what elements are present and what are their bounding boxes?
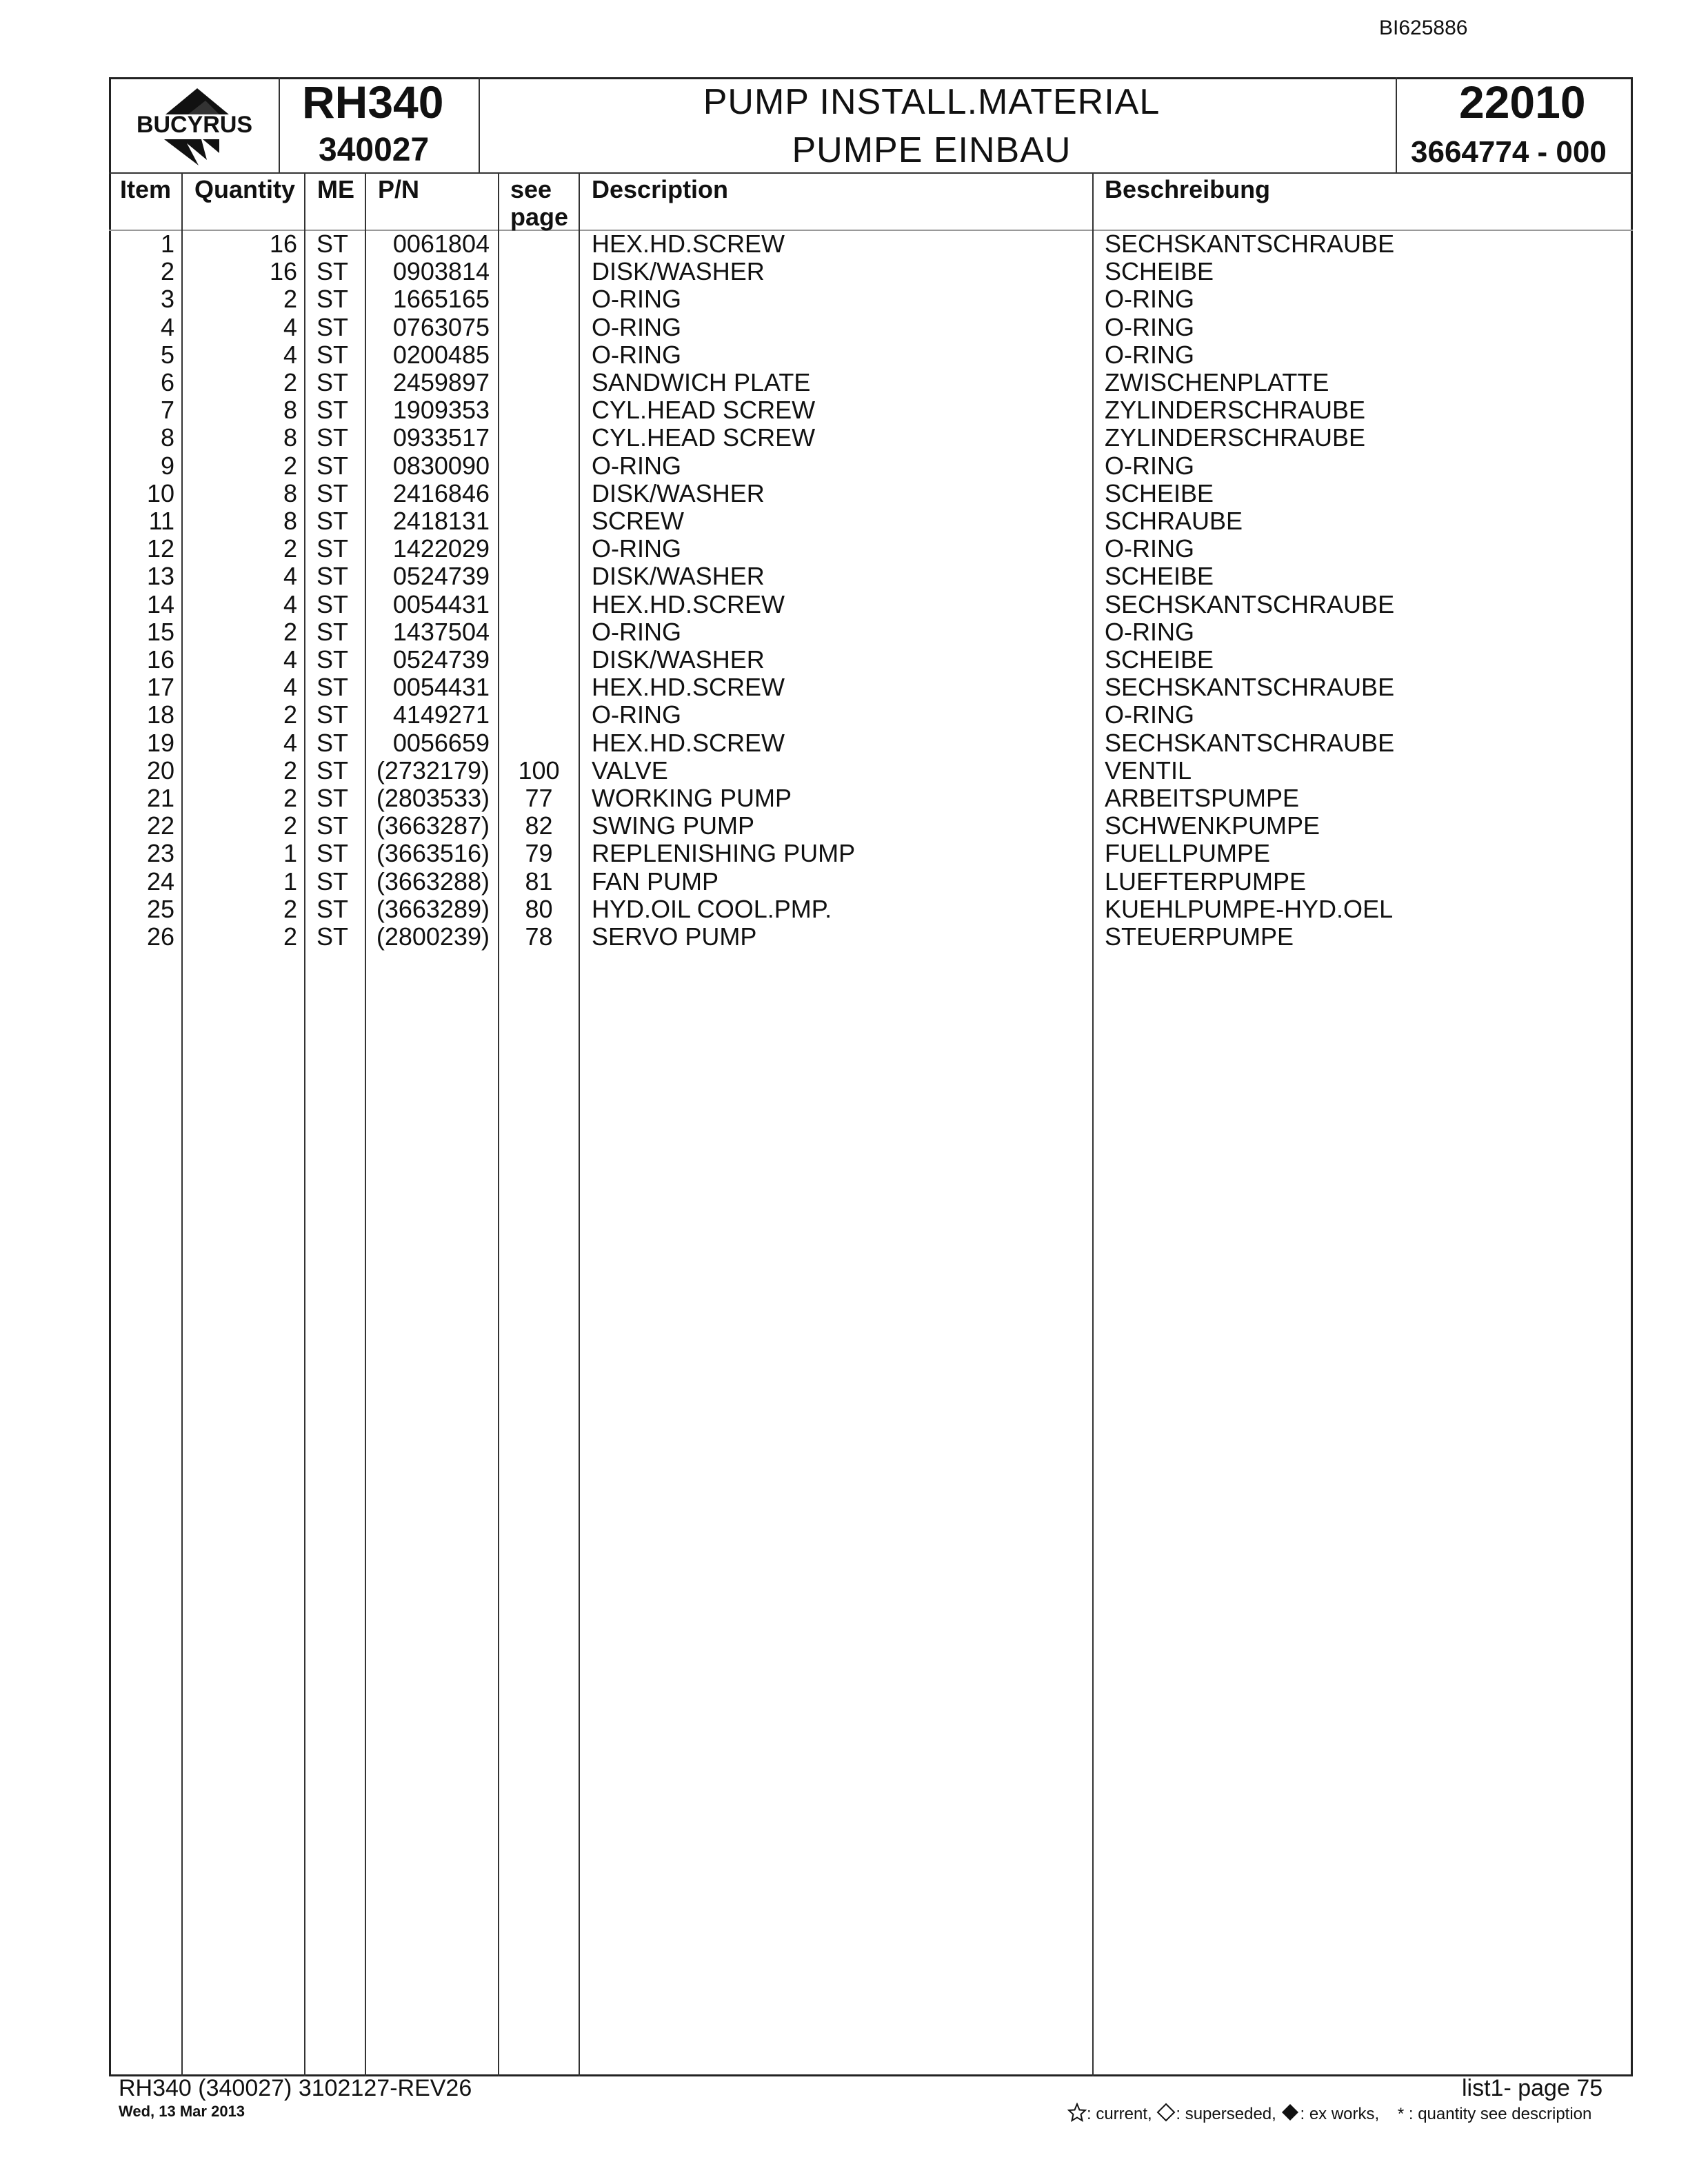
header-vrule	[1396, 77, 1397, 172]
cell-quantity: 16	[269, 257, 297, 286]
group-number: 22010	[1459, 77, 1586, 128]
cell-description: O-RING	[592, 534, 681, 563]
cell-item: 14	[146, 589, 174, 618]
cell-part-number: 0054431	[392, 589, 490, 618]
cell-quantity: 2	[283, 784, 297, 812]
cell-me: ST	[316, 396, 349, 425]
cell-me: ST	[316, 285, 349, 314]
title-english: PUMP INSTALL.MATERIAL	[703, 82, 1160, 122]
cell-description: SCREW	[592, 507, 684, 535]
cell-item: 21	[146, 784, 174, 812]
column-rule	[181, 172, 183, 2076]
cell-item: 23	[146, 839, 174, 868]
cell-description: O-RING	[592, 312, 681, 341]
cell-item: 2	[160, 257, 174, 286]
col-header-page: page	[510, 203, 569, 231]
cell-beschreibung: SECHSKANTSCHRAUBE	[1105, 589, 1395, 618]
cell-beschreibung: ZWISCHENPLATTE	[1105, 368, 1329, 396]
cell-me: ST	[316, 728, 349, 757]
cell-item: 12	[146, 534, 174, 563]
cell-see-page: 79	[525, 839, 553, 868]
legend-superseded: : superseded,	[1176, 2105, 1276, 2123]
cell-beschreibung: O-RING	[1105, 700, 1194, 729]
cell-me: ST	[316, 230, 349, 258]
legend-quantity-note: * : quantity see description	[1397, 2105, 1592, 2123]
cell-see-page: 78	[525, 922, 553, 951]
cell-part-number: 0830090	[392, 451, 490, 480]
cell-me: ST	[316, 922, 349, 951]
diamond-filled-icon	[1280, 2103, 1300, 2122]
cell-beschreibung: VENTIL	[1105, 756, 1192, 785]
cell-quantity: 2	[283, 451, 297, 480]
cell-part-number: 0056659	[392, 728, 490, 757]
cell-item: 19	[146, 728, 174, 757]
cell-part-number: 2416846	[392, 478, 490, 507]
cell-me: ST	[316, 451, 349, 480]
cell-item: 11	[148, 507, 174, 535]
cell-item: 7	[160, 396, 174, 425]
col-header-quantity: Quantity	[194, 175, 296, 203]
cell-see-page: 81	[525, 867, 553, 896]
cell-quantity: 16	[269, 230, 297, 258]
cell-beschreibung: O-RING	[1105, 617, 1194, 646]
drawing-number: 3664774 - 000	[1411, 135, 1607, 169]
legend-ex-works: : ex works,	[1300, 2105, 1380, 2123]
cell-part-number: 2459897	[392, 368, 490, 396]
cell-item: 9	[160, 451, 174, 480]
column-rule	[365, 172, 366, 2076]
cell-quantity: 4	[283, 562, 297, 591]
column-rule	[498, 172, 499, 2076]
cell-quantity: 4	[283, 312, 297, 341]
cell-quantity: 2	[283, 700, 297, 729]
bucyrus-logo-graphic	[116, 81, 273, 170]
cell-item: 25	[146, 894, 174, 923]
cell-me: ST	[316, 478, 349, 507]
cell-part-number: (3663516)	[376, 839, 490, 868]
cell-item: 13	[146, 562, 174, 591]
cell-quantity: 4	[283, 728, 297, 757]
cell-beschreibung: SECHSKANTSCHRAUBE	[1105, 728, 1395, 757]
cell-me: ST	[316, 423, 349, 452]
cell-item: 15	[146, 617, 174, 646]
cell-description: SERVO PUMP	[592, 922, 757, 951]
cell-me: ST	[316, 811, 349, 840]
cell-beschreibung: SECHSKANTSCHRAUBE	[1105, 230, 1395, 258]
cell-part-number: 1909353	[392, 396, 490, 425]
cell-description: O-RING	[592, 451, 681, 480]
footer-date: Wed, 13 Mar 2013	[119, 2103, 245, 2120]
cell-description: WORKING PUMP	[592, 784, 792, 812]
cell-beschreibung: FUELLPUMPE	[1105, 839, 1271, 868]
cell-quantity: 2	[283, 534, 297, 563]
cell-beschreibung: LUEFTERPUMPE	[1105, 867, 1307, 896]
cell-item: 4	[160, 312, 174, 341]
cell-me: ST	[316, 368, 349, 396]
cell-part-number: 0524739	[392, 562, 490, 591]
cell-description: SANDWICH PLATE	[592, 368, 811, 396]
column-rule	[579, 172, 580, 2076]
cell-see-page: 100	[518, 756, 560, 785]
cell-quantity: 2	[283, 922, 297, 951]
col-header-description: Description	[592, 175, 729, 203]
cell-quantity: 4	[283, 645, 297, 674]
model-title: RH340	[302, 77, 444, 128]
cell-me: ST	[316, 507, 349, 535]
footer-page: list1- page 75	[1462, 2075, 1603, 2101]
cell-quantity: 2	[283, 894, 297, 923]
col-header-item: Item	[120, 175, 172, 203]
col-header-beschreibung: Beschreibung	[1105, 175, 1271, 203]
cell-see-page: 77	[525, 784, 553, 812]
cell-description: O-RING	[592, 617, 681, 646]
cell-description: O-RING	[592, 285, 681, 314]
cell-part-number: (2732179)	[376, 756, 490, 785]
cell-description: CYL.HEAD SCREW	[592, 396, 816, 425]
cell-part-number: 1665165	[392, 285, 490, 314]
cell-quantity: 2	[283, 285, 297, 314]
cell-beschreibung: SCHEIBE	[1105, 257, 1214, 286]
cell-item: 20	[146, 756, 174, 785]
cell-description: HYD.OIL COOL.PMP.	[592, 894, 832, 923]
cell-part-number: (2803533)	[376, 784, 490, 812]
column-rule	[1092, 172, 1094, 2076]
col-header-me: ME	[317, 175, 354, 203]
cell-quantity: 1	[283, 867, 297, 896]
cell-item: 6	[160, 368, 174, 396]
cell-part-number: (3663289)	[376, 894, 490, 923]
bucyrus-logo	[116, 81, 273, 170]
header-vrule	[279, 77, 280, 172]
cell-part-number: 0524739	[392, 645, 490, 674]
col-header-see: see	[510, 175, 552, 203]
model-number: 340027	[319, 132, 430, 168]
cell-part-number: 0763075	[392, 312, 490, 341]
cell-quantity: 8	[283, 423, 297, 452]
cell-beschreibung: STEUERPUMPE	[1105, 922, 1294, 951]
cell-item: 3	[160, 285, 174, 314]
cell-beschreibung: SCHRAUBE	[1105, 507, 1243, 535]
document-id: BI625886	[1379, 17, 1468, 39]
cell-item: 26	[146, 922, 174, 951]
cell-part-number: 1422029	[392, 534, 490, 563]
cell-description: O-RING	[592, 340, 681, 369]
cell-see-page: 80	[525, 894, 553, 923]
logo-wordmark: BUCYRUS	[136, 112, 253, 138]
cell-quantity: 4	[283, 673, 297, 702]
cell-me: ST	[316, 700, 349, 729]
footer-legend	[1067, 2103, 1591, 2124]
cell-item: 5	[160, 340, 174, 369]
cell-me: ST	[316, 312, 349, 341]
cell-beschreibung: SCHEIBE	[1105, 645, 1214, 674]
cell-beschreibung: SCHWENKPUMPE	[1105, 811, 1320, 840]
cell-item: 16	[146, 645, 174, 674]
cell-part-number: 0903814	[392, 257, 490, 286]
cell-description: DISK/WASHER	[592, 478, 765, 507]
cell-description: HEX.HD.SCREW	[592, 589, 785, 618]
cell-beschreibung: SECHSKANTSCHRAUBE	[1105, 673, 1395, 702]
cell-quantity: 2	[283, 756, 297, 785]
cell-description: FAN PUMP	[592, 867, 719, 896]
cell-me: ST	[316, 894, 349, 923]
cell-description: DISK/WASHER	[592, 257, 765, 286]
cell-beschreibung: O-RING	[1105, 534, 1194, 563]
cell-quantity: 4	[283, 589, 297, 618]
cell-item: 18	[146, 700, 174, 729]
cell-part-number: (3663287)	[376, 811, 490, 840]
cell-quantity: 2	[283, 617, 297, 646]
cell-beschreibung: ZYLINDERSCHRAUBE	[1105, 396, 1366, 425]
cell-part-number: 0200485	[392, 340, 490, 369]
cell-description: DISK/WASHER	[592, 562, 765, 591]
star-outline-icon	[1067, 2103, 1087, 2122]
cell-description: CYL.HEAD SCREW	[592, 423, 816, 452]
cell-me: ST	[316, 839, 349, 868]
cell-quantity: 1	[283, 839, 297, 868]
cell-item: 8	[160, 423, 174, 452]
cell-description: REPLENISHING PUMP	[592, 839, 856, 868]
cell-me: ST	[316, 340, 349, 369]
cell-me: ST	[316, 617, 349, 646]
cell-quantity: 4	[283, 340, 297, 369]
cell-description: SWING PUMP	[592, 811, 755, 840]
col-header-pn: P/N	[378, 175, 420, 203]
legend-current: : current,	[1087, 2105, 1152, 2123]
title-german: PUMPE EINBAU	[792, 130, 1072, 170]
cell-me: ST	[316, 867, 349, 896]
cell-description: DISK/WASHER	[592, 645, 765, 674]
cell-part-number: 1437504	[392, 617, 490, 646]
cell-description: O-RING	[592, 700, 681, 729]
cell-item: 24	[146, 867, 174, 896]
footer-reference: RH340 (340027) 3102127-REV26	[119, 2075, 472, 2101]
cell-beschreibung: O-RING	[1105, 285, 1194, 314]
cell-item: 10	[146, 478, 174, 507]
header-divider	[109, 172, 1633, 174]
cell-item: 17	[146, 673, 174, 702]
cell-me: ST	[316, 784, 349, 812]
cell-part-number: 0061804	[392, 230, 490, 258]
cell-me: ST	[316, 562, 349, 591]
cell-beschreibung: O-RING	[1105, 451, 1194, 480]
cell-quantity: 8	[283, 396, 297, 425]
cell-me: ST	[316, 756, 349, 785]
cell-beschreibung: O-RING	[1105, 312, 1194, 341]
cell-me: ST	[316, 645, 349, 674]
cell-description: VALVE	[592, 756, 668, 785]
cell-beschreibung: ZYLINDERSCHRAUBE	[1105, 423, 1366, 452]
cell-me: ST	[316, 589, 349, 618]
cell-part-number: 0054431	[392, 673, 490, 702]
cell-part-number: (3663288)	[376, 867, 490, 896]
cell-quantity: 8	[283, 507, 297, 535]
cell-item: 22	[146, 811, 174, 840]
cell-description: HEX.HD.SCREW	[592, 673, 785, 702]
cell-quantity: 2	[283, 811, 297, 840]
cell-quantity: 8	[283, 478, 297, 507]
cell-beschreibung: SCHEIBE	[1105, 562, 1214, 591]
cell-see-page: 82	[525, 811, 553, 840]
cell-part-number: (2800239)	[376, 922, 490, 951]
cell-description: HEX.HD.SCREW	[592, 728, 785, 757]
cell-beschreibung: ARBEITSPUMPE	[1105, 784, 1300, 812]
cell-beschreibung: KUEHLPUMPE-HYD.OEL	[1105, 894, 1394, 923]
cell-part-number: 2418131	[392, 507, 490, 535]
diamond-outline-icon	[1156, 2103, 1176, 2122]
cell-me: ST	[316, 534, 349, 563]
cell-item: 1	[160, 230, 174, 258]
cell-beschreibung: O-RING	[1105, 340, 1194, 369]
cell-part-number: 0933517	[392, 423, 490, 452]
column-rule	[304, 172, 305, 2076]
cell-quantity: 2	[283, 368, 297, 396]
cell-beschreibung: SCHEIBE	[1105, 478, 1214, 507]
cell-me: ST	[316, 673, 349, 702]
cell-description: HEX.HD.SCREW	[592, 230, 785, 258]
cell-me: ST	[316, 257, 349, 286]
cell-part-number: 4149271	[392, 700, 490, 729]
